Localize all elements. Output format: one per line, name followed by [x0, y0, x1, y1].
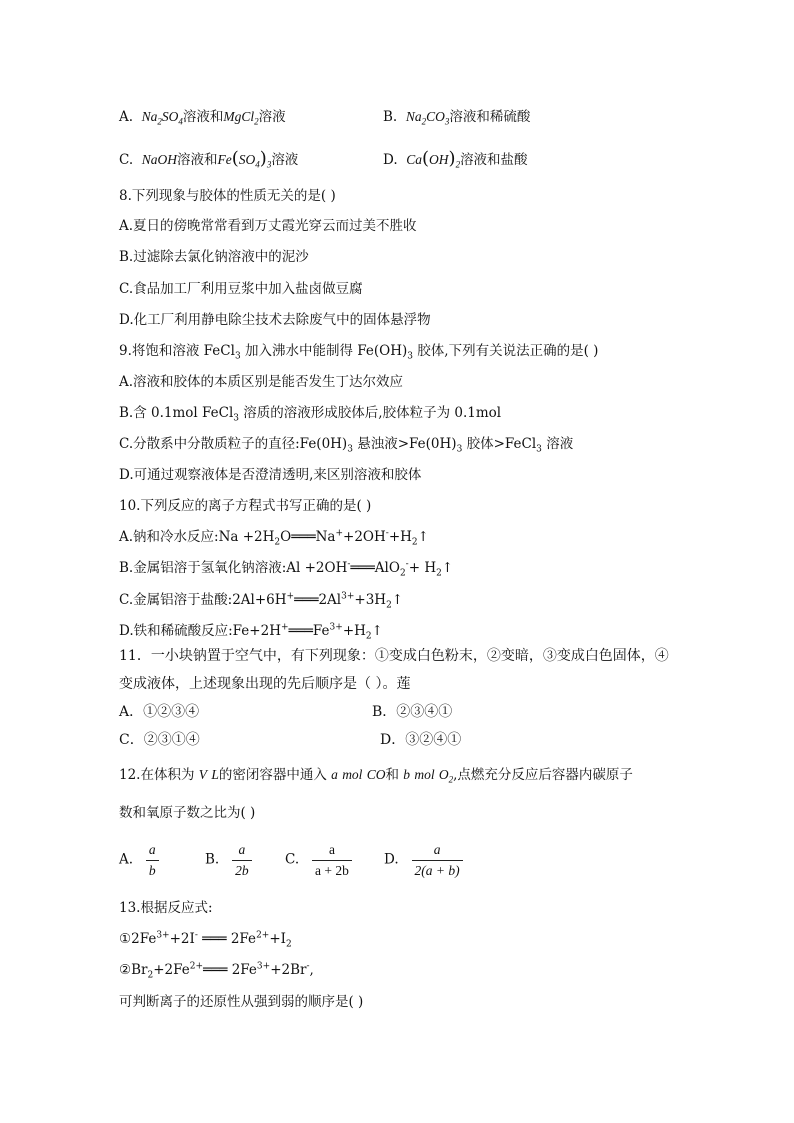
q12-option-c: C. $\frac{a}{a + 2b}$ [285, 843, 352, 877]
q12-option-b: B. $\frac{a}{2b}$ [205, 843, 252, 877]
fraction: $\frac{a}{a + 2b}$ [312, 843, 352, 877]
q7-option-d: D. $Ca(OH)_2$溶液和盐酸 [383, 148, 528, 170]
q7-option-b: B. $Na_2CO_3$溶液和稀硫酸 [383, 109, 531, 127]
q13-reaction-1: $①2Fe^{3+}+2I^-$ ═══ $2Fe^{2+}+I_2$ [119, 930, 292, 950]
q11-option-d: D．③②④① [380, 732, 462, 748]
q8-option-d: D.化工厂利用静电除尘技术去除废气中的固体悬浮物 [119, 312, 431, 328]
q9-option-d: D.可通过观察液体是否澄清透明,来区别溶液和胶体 [119, 467, 422, 483]
q13-question: 可判断离子的还原性从强到弱的顺序是( ) [119, 994, 364, 1010]
q10-stem: 10.下列反应的离子方程式书写正确的是( ) [119, 498, 372, 514]
q9-option-a: A.溶液和胶体的本质区别是能否发生丁达尔效应 [119, 374, 404, 390]
q13-stem: 13.根据反应式: [119, 900, 213, 916]
q8-option-c: C.食品加工厂利用豆浆中加入盐卤做豆腐 [119, 281, 363, 297]
q10-option-c: C.金属铝溶于盐酸$:2Al+6H^+═══2Al^{3+}+3H_2↑$ [119, 591, 404, 611]
q10-option-a: A.钠和冷水反应:Na $+2H_2O═══Na^++2OH^-+H_2↑$ [119, 528, 429, 548]
q12-option-a: A. $\frac{a}{b}$ [119, 843, 159, 877]
q8-option-a: A.夏日的傍晚常常看到万丈霞光穿云而过美不胜收 [119, 218, 417, 234]
q8-option-b: B.过滤除去氯化钠溶液中的泥沙 [119, 249, 309, 265]
q12-stem-line2: 数和氧原子数之比为( ) [119, 805, 256, 821]
q7-option-c: C. NaOH溶液和$Fe(SO_4)_3$溶液 [119, 148, 299, 170]
q11-option-b: B．②③④① [372, 704, 453, 720]
q12-stem-line1: 12.在体积为 V L的密闭容器中通入 a mol CO和 b mol $O_2$,点燃充分反应后容器内碳原子 [119, 767, 633, 785]
fraction: $\frac{a}{2(a + b)}$ [412, 843, 463, 877]
q11-option-c: C．②③①④ [119, 732, 200, 748]
q11-stem-line1: 11．一小块钠置于空气中，有下列现象：①变成白色粉末，②变暗，③变成白色固体，④ [119, 648, 669, 664]
q13-reaction-2: $②Br_2+2Fe^{2+}═══$ $2Fe^{3+}+2Br^-$, [119, 961, 314, 981]
q10-option-b: B.金属铝溶于氢氧化钠溶液:Al +2OH-═══AlO$_2$-+ $H_2↑$ [119, 559, 454, 579]
q7-option-a: A. $Na_2SO_4$溶液和MgCl$_2$溶液 [119, 109, 286, 127]
q11-option-a: A．①②③④ [119, 704, 200, 720]
q9-option-c: C.分散系中分散质粒子的直径$:Fe(0H)_3$ 悬浊液$>Fe(0H)_3$ 胶体>FeCl$_3$ 溶液 [119, 436, 574, 455]
fraction: $\frac{a}{2b}$ [232, 843, 252, 877]
q8-stem: 8.下列现象与胶体的性质无关的是( ) [119, 188, 336, 204]
q11-stem-line2: 变成液体，上述现象出现的先后顺序是（ ）。莲 [119, 676, 411, 692]
fraction: $\frac{a}{b}$ [146, 843, 159, 877]
q9-stem: 9.将饱和溶液 FeCl$_3$ 加入沸水中能制得 $Fe(OH)_3$ 胶体,下列有关说法正确的是( ) [119, 343, 599, 362]
q10-option-d: D.铁和稀硫酸反应$:Fe+2H^+═══Fe^{3+}+H_2↑$ [119, 622, 383, 642]
q9-option-b: B.含 0.1mol FeCl$_3$ 溶质的溶液形成胶体后,胶体粒子为 0.1mol [119, 405, 502, 424]
q12-option-d: D. $\frac{a}{2(a + b)}$ [384, 843, 463, 877]
